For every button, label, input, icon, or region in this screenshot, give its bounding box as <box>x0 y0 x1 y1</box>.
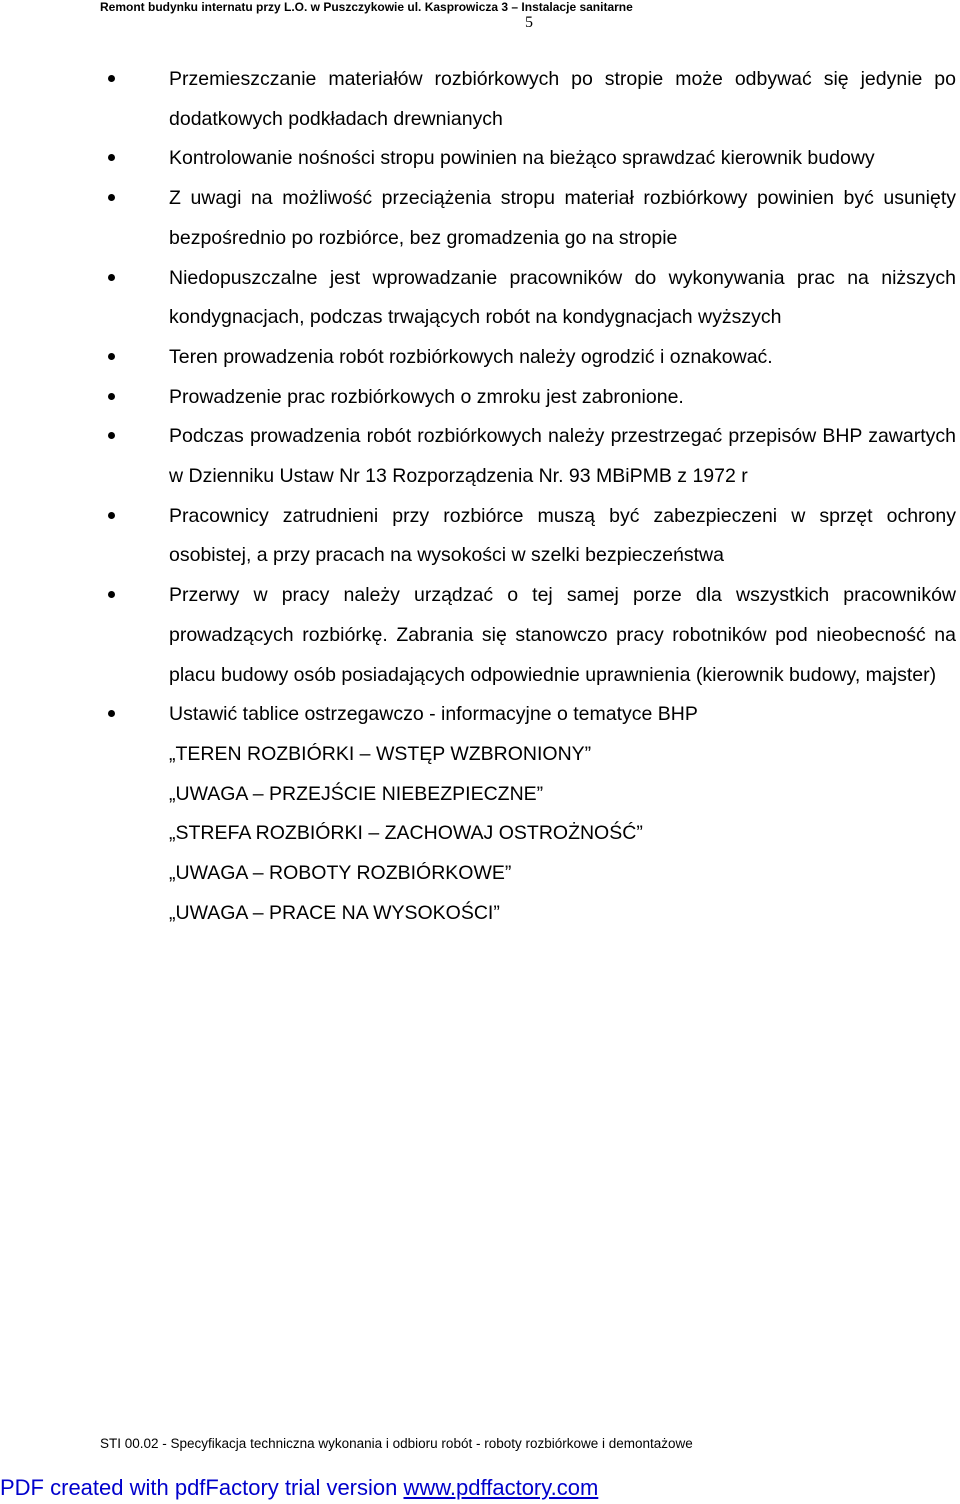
warning-sign-text: „UWAGA – PRACE NA WYSOKOŚCI” <box>169 901 500 924</box>
warning-sign-text: „STREFA ROZBIÓRKI – ZACHOWAJ OSTROŻNOŚĆ” <box>169 822 643 845</box>
page-number: 5 <box>525 14 533 31</box>
pdffactory-link[interactable]: www.pdffactory.com <box>403 1475 599 1500</box>
list-item: Ustawić tablice ostrzegawczo - informacyjne o tematyce BHP <box>108 695 956 735</box>
page-footer: STI 00.02 - Specyfikacja techniczna wykonania i odbioru robót - roboty rozbiórkowe i demontażowe <box>100 1436 693 1451</box>
list-item: Prowadzenie prac rozbiórkowych o zmroku jest zabronione. <box>108 378 956 418</box>
list-item: Pracownicy zatrudnieni przy rozbiórce muszą być zabezpieczeni w sprzęt ochrony osobistej, a przy pracach na wysokości w szelki bezpieczeństwa <box>108 497 956 576</box>
warning-sign-text: „TEREN ROZBIÓRKI – WSTĘP WZBRONIONY” <box>169 742 592 765</box>
running-header: Remont budynku internatu przy L.O. w Puszczykowie ul. Kasprowicza 3 – Instalacje sanitarne <box>100 0 633 14</box>
list-item: Z uwagi na możliwość przeciążenia stropu materiał rozbiórkowy powinien być usunięty bezpośrednio po rozbiórce, bez gromadzenia go na stropie <box>108 179 956 258</box>
list-item: Przemieszczanie materiałów rozbiórkowych po stropie może odbywać się jedynie po dodatkowych podkładach drewnianych <box>108 60 956 139</box>
safety-rules-list <box>108 60 956 735</box>
list-item: Niedopuszczalne jest wprowadzanie pracowników do wykonywania prac na niższych kondygnacjach, podczas trwających robót na kondygnacjach wyższych <box>108 259 956 338</box>
warning-sign-text: „UWAGA – PRZEJŚCIE NIEBEZPIECZNE” <box>169 782 544 805</box>
list-item: Przerwy w pracy należy urządzać o tej samej porze dla wszystkich pracowników prowadzących rozbiórkę. Zabrania się stanowczo pracy robotników pod nieobecność na placu budowy osób posiadających odpowiednie uprawnienia (kierownik budowy, majster) <box>108 576 956 695</box>
pdf-creator-banner <box>0 1475 598 1501</box>
list-item: Podczas prowadzenia robót rozbiórkowych należy przestrzegać przepisów BHP zawartych w Dzienniku Ustaw Nr 13 Rozporządzenia Nr. 93 MBiPMB z 1972 r <box>108 417 956 496</box>
warning-signs-list <box>108 735 956 934</box>
document-body <box>108 60 956 933</box>
list-item: Teren prowadzenia robót rozbiórkowych należy ogrodzić i oznakować. <box>108 338 956 378</box>
list-item: Kontrolowanie nośności stropu powinien na bieżąco sprawdzać kierownik budowy <box>108 139 956 179</box>
banner-text: PDF created with pdfFactory trial version <box>0 1475 404 1500</box>
warning-sign-text: „UWAGA – ROBOTY ROZBIÓRKOWE” <box>169 862 512 885</box>
